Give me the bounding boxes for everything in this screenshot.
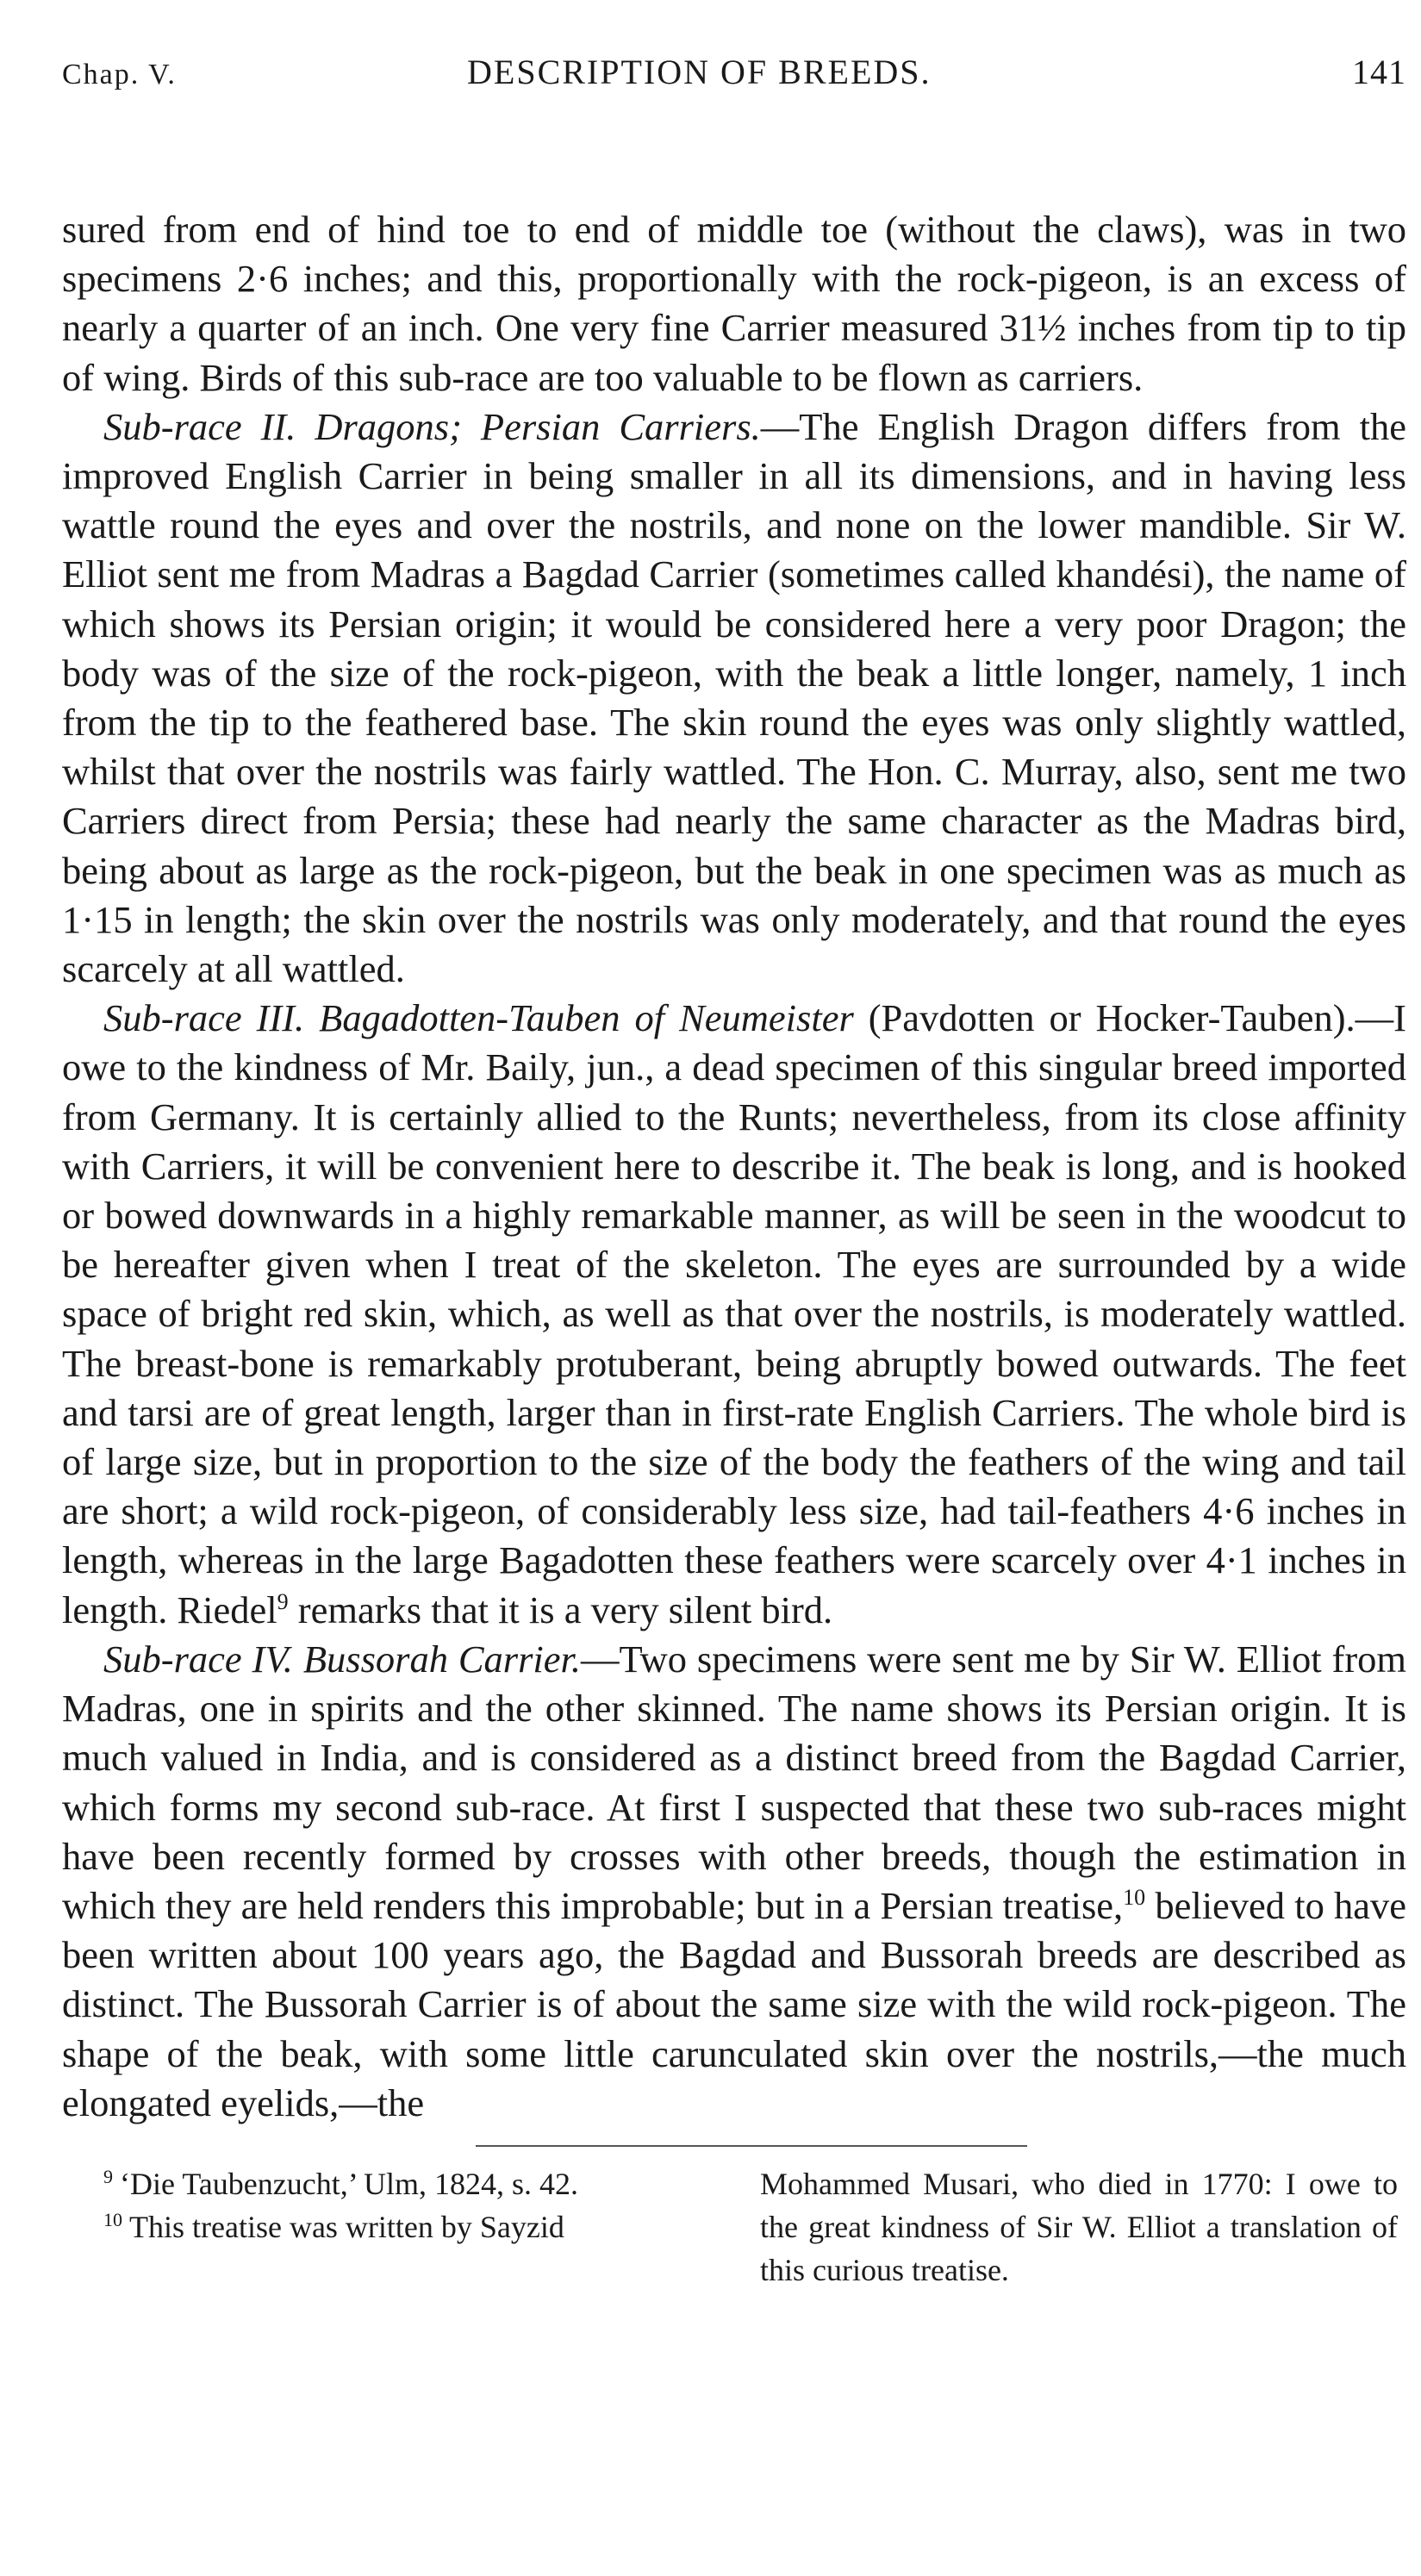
paragraph-text: —Two specimens were sent me by Sir W. Elliot from Madras, one in spirits and the other skinned. The name shows its Persian origin. It is much valued in India, and is considered as a distinct breed from the Bagdad Carrier, which forms my second sub-race. At first I suspected that these two sub-races might have been recently formed by crosses with other breeds, though the estimation in which they are held renders this improbable; but in a Persian treatise, <box>62 1637 1406 1927</box>
paragraph-text: (Pavdotten or Hocker-Tauben).—I owe to the kindness of Mr. Baily, jun., a dead specimen of this singular breed imported from Germany. It is certainly allied to the Runts; nevertheless, from its close affinity with Carriers, it will be convenient here to describe it. The beak is long, and is hooked or bowed downwards in a highly remarkable manner, as will be seen in the woodcut to be hereafter given when I treat of the skeleton. The eyes are surrounded by a wide space of bright red skin, which, as well as that over the nostrils, is moderately wattled. The breast-bone is remarkably protuberant, being abruptly bowed outwards. The feet and tarsi are of great length, larger than in first-rate English Carriers. The whole bird is of large size, but in proportion to the size of the body the feathers of the wing and tail are short; a wild rock-pigeon, of considerably less size, had tail-feathers 4·6 inches in length, whereas in the large Bagadotten these feathers were scarcely over 4·1 inches in length. Riedel <box>62 996 1406 1631</box>
footnotes-right-column <box>760 2162 1398 2292</box>
footnote-rule <box>476 2145 1027 2147</box>
footnote-10 <box>62 2205 700 2249</box>
footnotes-left-column <box>62 2162 700 2249</box>
running-title: DESCRIPTION OF BREEDS. <box>467 53 932 91</box>
paragraph-text: sured from end of hind toe to end of middle toe (without the claws), was in two specimens 2·6 inches; and this, proportionally with the rock-pigeon, is an excess of nearly a quarter of an inch. One very fine Carrier measured 31½ inches from tip to tip of wing. Birds of this sub-race are too valuable to be flown as carriers. <box>62 208 1406 399</box>
footnote-10-continued <box>760 2162 1398 2292</box>
body-text <box>62 205 1406 2128</box>
book-page <box>62 52 1406 2335</box>
footnote-reference: 10 <box>1123 1885 1146 1911</box>
running-head <box>62 52 1406 112</box>
paragraph-text: —The English Dragon differs from the improved English Carrier in being smaller in all its dimensions, and in having less wattle round the eyes and over the nostrils, and none on the lower mandible. Sir W. Elliot sent me from Madras a Bagdad Carrier (sometimes called khandési), the name of which shows its Persian origin; it would be considered here a very poor Dragon; the body was of the size of the rock-pigeon, with the beak a little longer, namely, 1 inch from the tip to the feathered base. The skin round the eyes was only slightly wattled, whilst that over the nostrils was fairly wattled. The Hon. C. Murray, also, sent me two Carriers direct from Persia; these had nearly the same character as the Madras bird, being about as large as the rock-pigeon, but the beak in one specimen was as much as 1·15 in length; the skin over the nostrils was only moderately, and that round the eyes scarcely at all wattled. <box>62 404 1406 991</box>
footnote-text: Mohammed Musari, who died in 1770: I owe to the great kindness of Sir W. Elliot a translation of this curious treatise. <box>760 2166 1398 2287</box>
body-paragraph <box>62 1635 1406 2128</box>
footnote-number: 9 <box>103 2165 113 2187</box>
footnote-text: This treatise was written by Sayzid <box>129 2209 564 2244</box>
footnote-9 <box>62 2162 700 2205</box>
footnote-text: ‘Die Taubenzucht,’ Ulm, 1824, s. 42. <box>120 2166 579 2201</box>
paragraph-text: remarks that it is a very silent bird. <box>288 1587 833 1631</box>
body-paragraph <box>62 402 1406 994</box>
page-number: 141 <box>1352 53 1406 91</box>
footnotes <box>62 2162 1406 2335</box>
paragraph-text: believed to have been written about 100 years ago, the Bagdad and Bussorah breeds are described as distinct. The Bussorah Carrier is of about the same size with the wild rock-pigeon. The shape of the beak, with some little carunculated skin over the nostrils,—the much elongated eyelids,—the <box>62 1883 1406 2124</box>
subrace-heading: Sub-race II. Dragons; Persian Carriers. <box>103 404 761 448</box>
subrace-heading: Sub-race III. Bagadotten-Tauben of Neumeister <box>103 996 854 1040</box>
subrace-heading: Sub-race IV. Bussorah Carrier. <box>103 1637 582 1681</box>
chapter-label: Chap. V. <box>62 59 177 90</box>
footnote-separator-area <box>62 2128 1406 2162</box>
body-paragraph <box>62 994 1406 1635</box>
body-paragraph <box>62 205 1406 402</box>
footnote-number: 10 <box>103 2208 122 2230</box>
footnote-reference: 9 <box>277 1588 289 1614</box>
